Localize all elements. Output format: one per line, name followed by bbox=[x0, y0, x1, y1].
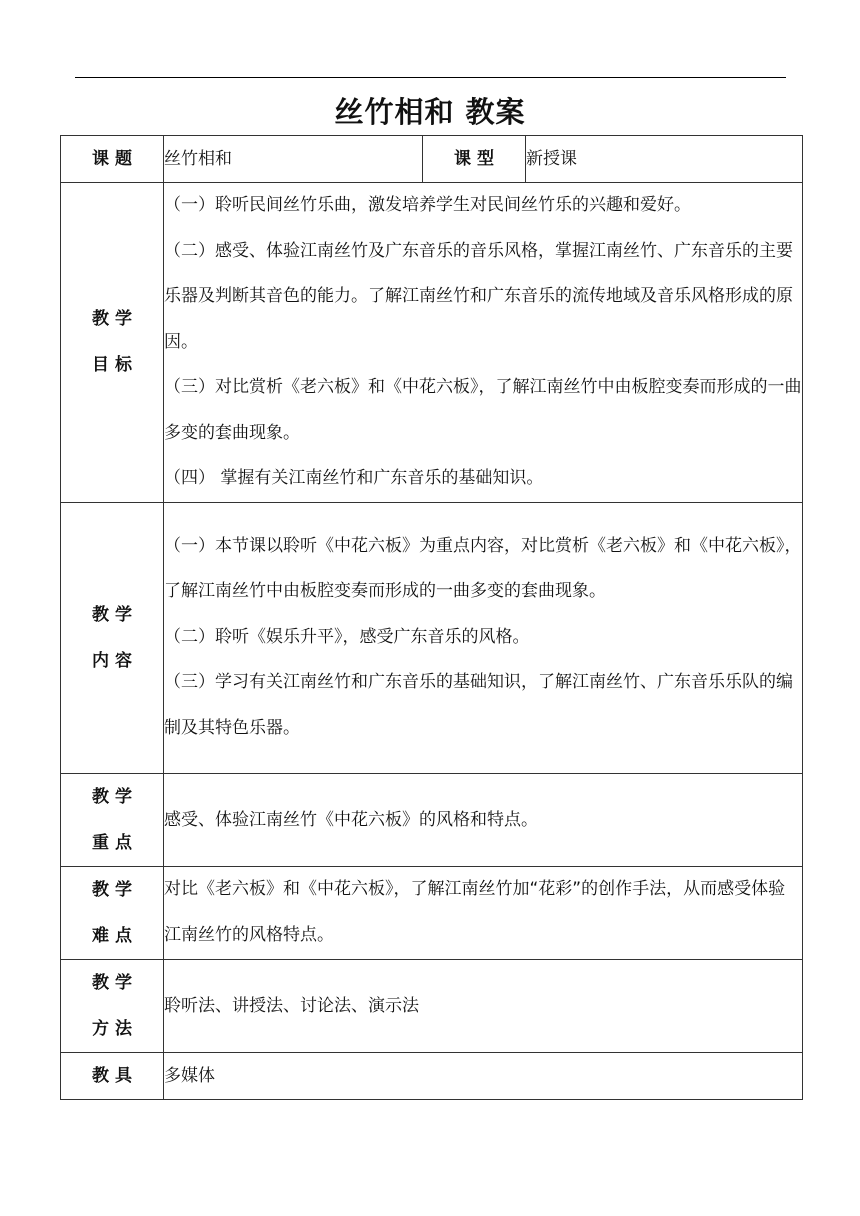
difficulties-value: 对比《老六板》和《中花六板》，了解江南丝竹加“花彩”的创作手法，从而感受体验江南丝竹的风格特点。 bbox=[164, 866, 803, 959]
methods-label-line-2: 方 法 bbox=[92, 1018, 132, 1039]
document-title: 丝竹相和 教案 bbox=[334, 95, 526, 129]
row-methods bbox=[61, 959, 803, 1052]
key-points-label-line-2: 重 点 bbox=[92, 832, 132, 853]
row-difficulties bbox=[61, 866, 803, 959]
objectives-label bbox=[61, 183, 164, 503]
lesson-type-value: 新授课 bbox=[526, 136, 803, 183]
content-label-line-2: 内 容 bbox=[92, 650, 132, 671]
difficulties-label bbox=[61, 866, 164, 959]
objective-paragraph-4: （四） 掌握有关江南丝竹和广东音乐的基础知识。 bbox=[164, 468, 544, 488]
objective-paragraph-2: （二）感受、体验江南丝竹及广东音乐的音乐风格，掌握江南丝竹、广东音乐的主要乐器及判断其音色的能力。了解江南丝竹和广东音乐的流传地域及音乐风格形成的原因。 bbox=[164, 240, 793, 352]
row-objectives bbox=[61, 183, 803, 503]
content-paragraph-3: （三）学习有关江南丝竹和广东音乐的基础知识，了解江南丝竹、广东音乐乐队的编制及其特色乐器。 bbox=[164, 672, 793, 738]
key-points-value: 感受、体验江南丝竹《中花六板》的风格和特点。 bbox=[164, 773, 803, 866]
row-tools bbox=[61, 1052, 803, 1099]
lesson-type-label: 课 型 bbox=[423, 136, 526, 183]
key-points-label-line-1: 教 学 bbox=[92, 786, 132, 807]
lesson-plan-table bbox=[60, 135, 803, 1100]
row-key-points bbox=[61, 773, 803, 866]
row-topic bbox=[61, 136, 803, 183]
methods-value: 聆听法、讲授法、讨论法、演示法 bbox=[164, 959, 803, 1052]
methods-label-line-1: 教 学 bbox=[92, 972, 132, 993]
content-paragraph-2: （二）聆听《娱乐升平》，感受广东音乐的风格。 bbox=[164, 626, 530, 647]
key-points-label bbox=[61, 773, 164, 866]
tools-value: 多媒体 bbox=[164, 1052, 803, 1099]
topic-label: 课 题 bbox=[61, 136, 164, 183]
objectives-label-line-1: 教 学 bbox=[92, 309, 132, 330]
header-rule bbox=[75, 77, 786, 78]
content-label bbox=[61, 502, 164, 773]
content-body bbox=[164, 502, 803, 773]
tools-label: 教 具 bbox=[61, 1052, 164, 1099]
row-content bbox=[61, 502, 803, 773]
topic-value: 丝竹相和 bbox=[164, 136, 423, 183]
objective-paragraph-1: （一）聆听民间丝竹乐曲，激发培养学生对民间丝竹乐的兴趣和爱好。 bbox=[164, 195, 691, 215]
content-label-line-1: 教 学 bbox=[92, 604, 132, 625]
difficulties-label-line-1: 教 学 bbox=[92, 879, 132, 900]
objective-paragraph-3: （三）对比赏析《老六板》和《中花六板》，了解江南丝竹中由板腔变奏而形成的一曲多变的套曲现象。 bbox=[164, 377, 802, 443]
methods-label bbox=[61, 959, 164, 1052]
objectives-content bbox=[164, 183, 803, 503]
objectives-label-line-2: 目 标 bbox=[92, 355, 132, 376]
difficulties-label-line-2: 难 点 bbox=[92, 925, 132, 946]
content-paragraph-1: （一）本节课以聆听《中花六板》为重点内容，对比赏析《老六板》和《中花六板》，了解江南丝竹中由板腔变奏而形成的一曲多变的套曲现象。 bbox=[164, 535, 802, 602]
